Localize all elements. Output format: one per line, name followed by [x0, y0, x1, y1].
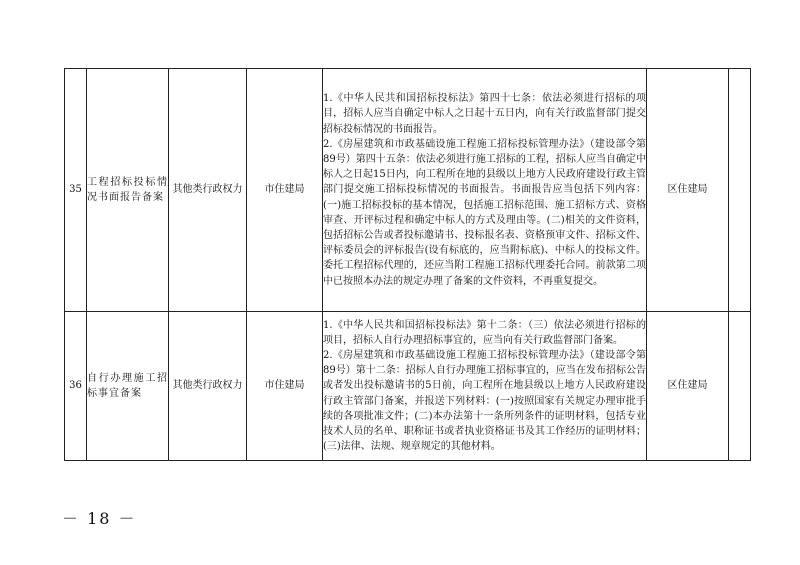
row-number: 35 — [65, 69, 87, 312]
power-type: 其他类行政权力 — [169, 69, 247, 312]
implementer: 区住建局 — [647, 312, 729, 461]
table-row — [65, 312, 751, 461]
page-number: － 18 － — [62, 509, 137, 528]
table-row — [65, 69, 751, 312]
row-number: 36 — [65, 312, 87, 461]
legal-basis-paragraph: 1.《中华人民共和国招标投标法》第十二条：（三）依法必须进行招标的项目，招标人自行办理招标事宜的，应当向有关行政监督部门备案。 — [323, 319, 646, 346]
implementer: 区住建局 — [647, 69, 729, 312]
legal-basis-paragraph: 2.《房屋建筑和市政基础设施工程施工招标投标管理办法》（建设部令第89号）第四十五条：依法必须进行施工招标的工程，招标人应当自确定中标人之日起15日内，向工程所在地的县级以上地方人民政府建设行政主管部门提交施工招标投标情况的书面报告。书面报告应当包括下列内容：(一)施工招标投标的基本情况，包括施工招标范围、施工招标方式、资格审查、开评标过程和确定中标人的方式及理由等。(二)相关的文件资料，包括招标公告或者投标邀请书、投标报名表、资格预审文件、招标文件、评标委员会的评标报告(设有标底的，应当附标底)、中标人的投标文件。委托工程招标代理的，还应当附工程施工招标代理委托合同。前款第二项中已按照本办法的规定办理了备案的文件资料，不再重复提交。 — [323, 138, 646, 287]
department: 市住建局 — [247, 312, 323, 461]
remarks-cell — [729, 69, 751, 312]
item-name: 工程招标投标情况书面报告备案 — [87, 69, 169, 312]
department: 市住建局 — [247, 69, 323, 312]
legal-basis — [323, 69, 647, 312]
power-type: 其他类行政权力 — [169, 312, 247, 461]
remarks-cell — [729, 312, 751, 461]
legal-basis — [323, 312, 647, 461]
legal-basis-paragraph: 2.《房屋建筑和市政基础设施工程施工招标投标管理办法》（建设部令第89号）第十二条：招标人自行办理施工招标事宜的，应当在发布招标公告或者发出投标邀请书的5日前，向工程所在地县级以上地方人民政府建设行政主管部门备案，并报送下列材料：(一)按照国家有关规定办理审批手续的各项批准文件；(二)本办法第十一条所列条件的证明材料，包括专业技术人员的名单、职称证书或者执业资格证书及其工作经历的证明材料；(三)法律、法规、规章规定的其他材料。 — [323, 349, 646, 453]
item-name: 自行办理施工招标事宜备案 — [87, 312, 169, 461]
power-list-table — [64, 68, 751, 461]
legal-basis-paragraph: 1.《中华人民共和国招标投标法》第四十七条：依法必须进行招标的项目，招标人应当自确定中标人之日起十五日内，向有关行政监督部门提交招标投标情况的书面报告。 — [323, 93, 646, 135]
